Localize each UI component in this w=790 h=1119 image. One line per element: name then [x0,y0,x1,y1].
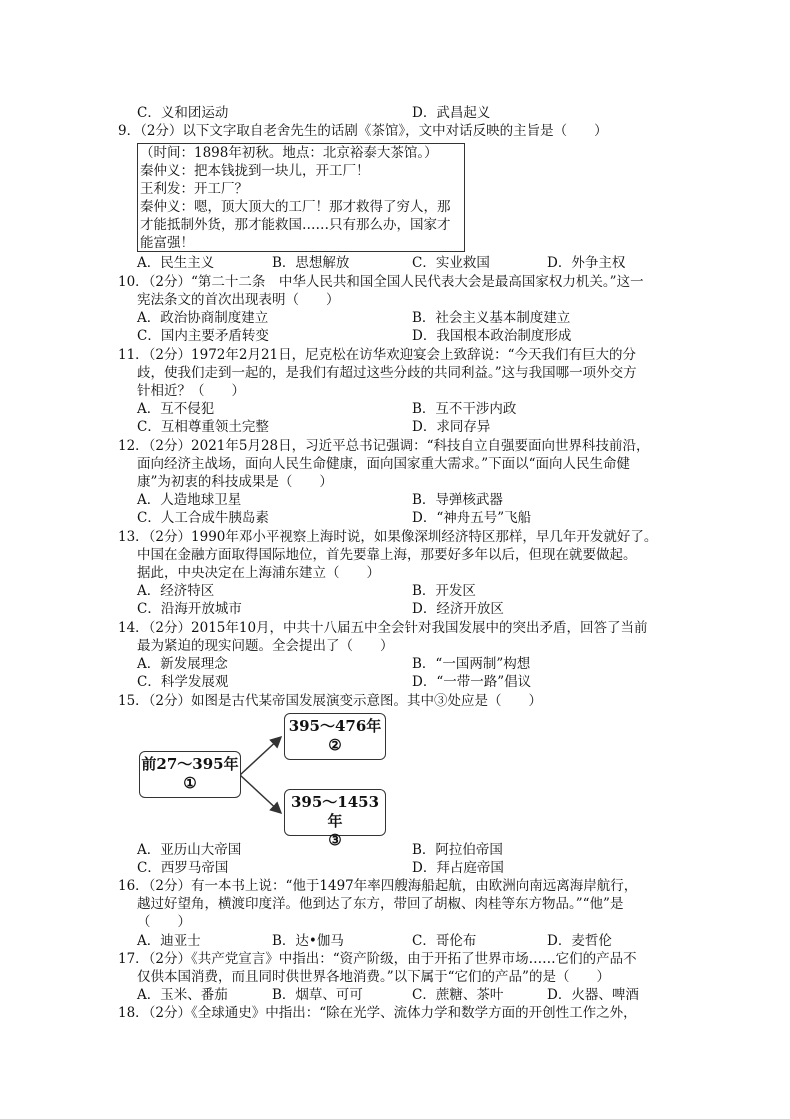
q13-stem-line: 中国在金融方面取得国际地位，首先要靠上海，那要好多年以后，但现在就要做起。 [137,547,637,563]
q18-stem-line: 18．（2分）《全球通史》中指出：“除在光学、流体力学和数学方面的开创性工作之外， [118,1005,637,1021]
q9-quote-line: 秦仲义：嗯，顶大顶大的工厂！那才救得了穷人，那 [140,199,451,215]
q11-option-d[interactable]: D．求同存异 [412,419,491,435]
q12-option-d[interactable]: D．“神舟五号”飞船 [412,510,532,526]
q14-option-d[interactable]: D．“一带一路”倡议 [412,674,532,690]
q10-option-a[interactable]: A．政治协商制度建立 [137,310,269,326]
q16-stem-line: 越过好望角，横渡印度洋。他到达了东方，带回了胡椒、肉桂等东方物品。”“他”是 [137,896,624,912]
q16-option-a[interactable]: A．迪亚士 [137,933,201,949]
q9-option-c[interactable]: C．实业救国 [412,255,490,271]
q12-option-b[interactable]: B．导弹核武器 [412,492,503,508]
q15-option-d[interactable]: D．拜占庭帝国 [412,860,504,876]
diagram-node-1 [139,751,241,798]
q8-option-c: C．义和团运动 [137,105,229,121]
q16-stem-line: 16．（2分）有一本书上说：“他于1497年率四艘海船起航，由欧洲向南远离海岸航行， [118,878,638,894]
q14-option-b[interactable]: B．“一国两制”构想 [412,656,531,672]
node-1-years: 前27～395年 [141,755,239,773]
q17-stem-line: 仅供本国消费，而且同时供世界各地消费。”以下属于“它们的产品”的是（ ） [137,969,610,985]
q16-option-c[interactable]: C．哥伦布 [412,933,477,949]
q11-option-a[interactable]: A．互不侵犯 [137,401,215,417]
q17-option-b[interactable]: B．烟草、可可 [272,987,363,1003]
q11-stem-line: 11．（2分）1972年2月21日，尼克松在访华欢迎宴会上致辞说：“今天我们有巨大的分 [118,347,637,363]
q9-quote-line: （时间：1898年初秋。地点：北京裕泰大茶馆。） [140,145,438,161]
q9-option-b[interactable]: B．思想解放 [272,255,350,271]
q13-stem-line: 13．（2分）1990年邓小平视察上海时说，如果像深圳经济特区那样，早几年开发就好了。 [118,529,658,545]
q9-quote-line: 能富强！ [140,235,194,251]
q12-option-c[interactable]: C．人工合成牛胰岛素 [137,510,269,526]
q11-stem-line: 针相近？（ ） [137,383,245,399]
q9-option-a[interactable]: A．民生主义 [137,255,215,271]
diagram-node-2 [284,713,386,760]
q10-option-c[interactable]: C．国内主要矛盾转变 [137,328,269,344]
q13-option-b[interactable]: B．开发区 [412,583,476,599]
q9-quote-line: 才能抵制外货，那才能救国……只有那么办，国家才 [140,217,451,233]
diagram-node-3 [284,789,386,849]
q9-option-d[interactable]: D．外争主权 [547,255,626,271]
q11-stem-line: 歧，使我们走到一起的，是我们有超过这些分歧的共同利益。”这与我国哪一项外交方 [137,365,637,381]
q16-option-b[interactable]: B．达•伽马 [272,933,344,949]
q14-stem-line: 14．（2分）2015年10月，中共十八届五中全会针对我国发展中的突出矛盾，回答了当前 [118,620,648,636]
q12-stem-line: 12．（2分）2021年5月28日，习近平总书记强调：“科技自立自强要面向世界科技前沿， [118,438,650,454]
q14-option-a[interactable]: A．新发展理念 [137,656,228,672]
q17-option-c[interactable]: C．蔗糖、茶叶 [412,987,504,1003]
q12-stem-line: 面向经济主战场，面向人民生命健康，面向国家重大需求。”下面以“面向人民生命健 [137,456,631,472]
q17-stem-line: 17．（2分）《共产党宣言》中指出：“资产阶级，由于开拓了世界市场……它们的产品不 [118,951,637,967]
node-2-mark: ② [328,736,342,754]
q15-stem: 15．（2分）如图是古代某帝国发展演变示意图。其中③处应是（ ） [118,693,543,709]
q12-option-a[interactable]: A．人造地球卫星 [137,492,242,508]
q10-option-b[interactable]: B．社会主义基本制度建立 [412,310,571,326]
q16-option-d[interactable]: D．麦哲伦 [547,933,612,949]
q13-option-a[interactable]: A．经济特区 [137,583,215,599]
q9-quote-line: 秦仲义：把本钱拢到一块儿，开工厂！ [140,163,370,179]
q15-option-c[interactable]: C．西罗马帝国 [137,860,229,876]
q8-option-d: D．武昌起义 [412,105,491,121]
q11-option-c[interactable]: C．互相尊重领土完整 [137,419,269,435]
q16-stem-line: （ ） [137,914,191,930]
arrow-to-node-3 [240,775,281,813]
q9-stem: 9．（2分）以下文字取自老舍先生的话剧《茶馆》，文中对话反映的主旨是（ ） [118,123,608,139]
q10-stem-line: 宪法条文的首次出现表明（ ） [137,292,340,308]
node-1-mark: ① [183,774,197,792]
q15-option-a[interactable]: A．亚历山大帝国 [137,842,242,858]
q10-stem-line: 10．（2分）“第二十二条 中华人民共和国全国人民代表大会是最高国家权力机关。”这一 [118,274,644,290]
q12-stem-line: 康”为初衷的科技成果是（ ） [137,474,333,490]
node-2-years: 395～476年 [288,717,382,735]
node-3-years: 395～1453年 [290,793,380,830]
q13-stem-line: 据此，中央决定在上海浦东建立（ ） [137,565,380,581]
q15-option-b[interactable]: B．阿拉伯帝国 [412,842,503,858]
q9-quote-line: 王利发：开工厂？ [140,181,248,197]
q13-option-d[interactable]: D．经济开放区 [412,601,504,617]
q11-option-b[interactable]: B．互不干涉内政 [412,401,517,417]
q14-option-c[interactable]: C．科学发展观 [137,674,229,690]
arrow-to-node-2 [240,737,281,775]
q17-option-a[interactable]: A．玉米、番茄 [137,987,228,1003]
q13-option-c[interactable]: C．沿海开放城市 [137,601,242,617]
q17-option-d[interactable]: D．火器、啤酒 [547,987,639,1003]
q14-stem-line: 最为紧迫的现实问题。全会提出了（ ） [137,638,394,654]
node-3-mark: ③ [328,831,342,849]
q10-option-d[interactable]: D．我国根本政治制度形成 [412,328,572,344]
